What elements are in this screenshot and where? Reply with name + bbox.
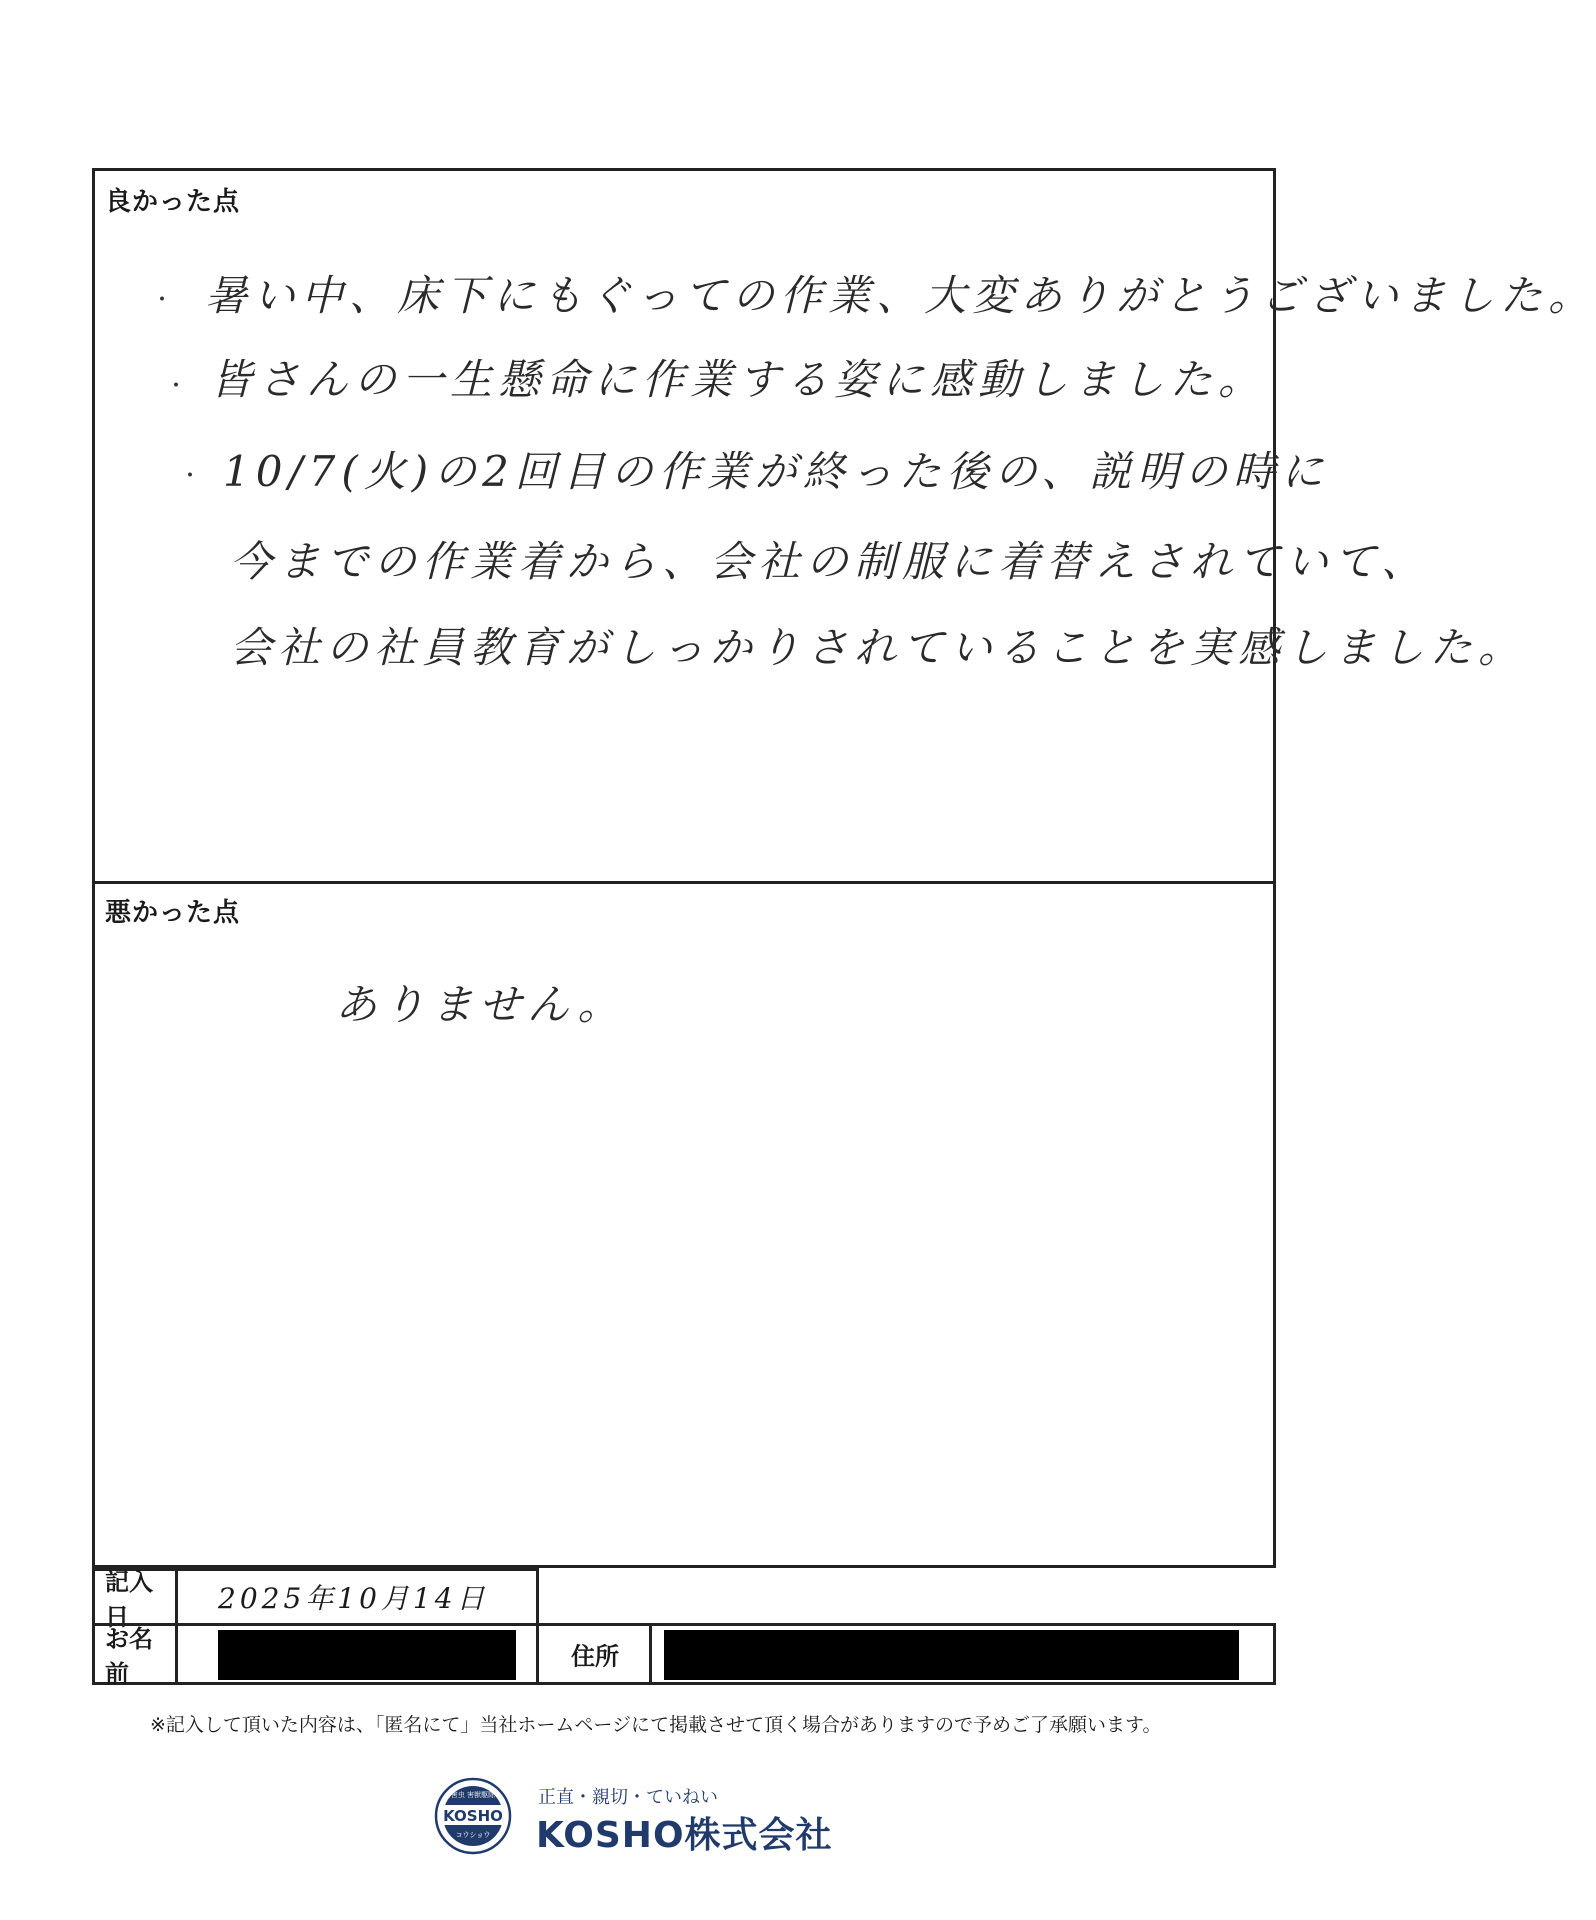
seal-main-text: KOSHO xyxy=(443,1807,503,1825)
kosho-seal-icon xyxy=(434,1777,512,1855)
company-logo xyxy=(434,1777,854,1857)
address-redaction xyxy=(664,1630,1239,1680)
address-label: 住所 xyxy=(571,1642,619,1671)
seal-bottom-text: コウショウ xyxy=(455,1831,491,1839)
date-label-cell xyxy=(92,1568,178,1631)
bullet-marker: ・ xyxy=(165,374,188,399)
address-value-cell xyxy=(649,1623,1276,1685)
good-line-3: 10/7(火)の2回目の作業が終った後の、説明の時に xyxy=(223,447,1330,496)
company-tagline: 正直・親切・ていねい xyxy=(538,1787,718,1808)
name-redaction xyxy=(218,1630,516,1680)
seal-top-text: 害虫 害獣駆除 xyxy=(450,1791,496,1799)
disclaimer-note: ※記入して頂いた内容は、「匿名にて」当社ホームページにて掲載させて頂く場合がありますので予めご了承願います。 xyxy=(150,1714,1162,1736)
good-points-section xyxy=(92,168,1596,884)
bad-points-heading: 悪かった点 xyxy=(105,898,241,928)
bad-points-text: ありません。 xyxy=(335,980,626,1029)
company-name: KOSHO株式会社 xyxy=(536,1815,833,1856)
date-label: 記入日 xyxy=(105,1568,153,1631)
bad-points-section xyxy=(92,882,1276,1568)
good-line-1: 暑い中、床下にもぐっての作業、大変ありがとうございました。 xyxy=(205,271,1596,320)
name-label: お名前 xyxy=(105,1625,153,1688)
bullet-marker: ・ xyxy=(179,464,202,489)
good-line-5: 会社の社員教育がしっかりされていることを実感しました。 xyxy=(230,623,1527,672)
date-value-cell xyxy=(175,1568,539,1626)
good-line-2: 皆さんの一生懸命に作業する姿に感動しました。 xyxy=(210,355,1267,404)
bullet-marker: ・ xyxy=(151,288,174,313)
date-value: 2025年10月14日 xyxy=(218,1582,489,1615)
name-label-cell xyxy=(92,1623,178,1688)
name-value-cell xyxy=(175,1623,539,1685)
address-label-cell xyxy=(536,1623,652,1685)
good-line-4: 今までの作業着から、会社の制服に着替えされていて、 xyxy=(230,537,1430,586)
good-points-heading: 良かった点 xyxy=(105,187,241,217)
